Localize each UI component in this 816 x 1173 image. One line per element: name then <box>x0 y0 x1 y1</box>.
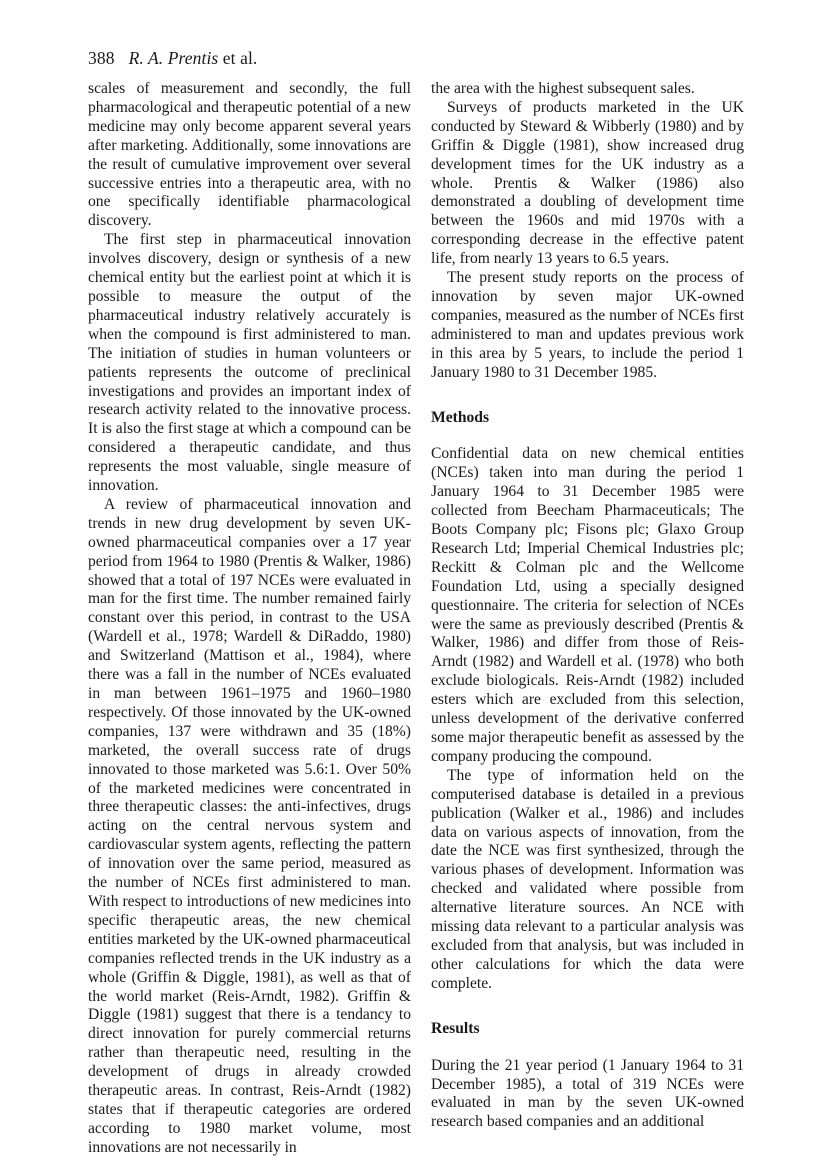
paragraph: The first step in pharmaceutical innovation involves discovery, design or synthesis of a new chemical entity but the earliest point at which it is possible to measure the output of the pharmaceutical industry relatively accurately is when the compound is first administered to man. The initiation of studies in human volunteers or patients represents the outcome of preclinical investigations and provides an important index of research activity related to the innovative process. It is also the first stage at which a compound can be considered a therapeutic candidate, and thus represents the most valuable, single measure of innovation. <box>88 231 411 495</box>
spacer <box>431 994 744 1020</box>
results-heading: Results <box>431 1019 480 1037</box>
paragraph: scales of measurement and secondly, the full pharmacological and therapeutic potential of a new medicine may only become apparent several years after marketing. Additionally, some innovations are the result of cumulative improvement over several successive entries into a therapeutic area, with no one specifically identifiable pharmacological discovery. <box>88 80 411 230</box>
paragraph: During the 21 year period (1 January 1964 to 31 December 1985), a total of 319 NCEs were evaluated in man by the seven UK-owned research based companies and an additional <box>431 1056 744 1131</box>
methods-heading: Methods <box>431 408 490 426</box>
left-column <box>88 80 411 1158</box>
page-number: 388 <box>88 48 115 68</box>
running-header <box>88 48 257 69</box>
paragraph: The type of information held on the computerised database is detailed in a previous publication (Walker et al., 1986) and includes data on various aspects of innovation, from the date the NCE was first synthesized, through the various phases of development. Information was checked and validated where possible from alternative literature sources. An NCE with missing data relevant to a particular analysis was excluded from that analysis, but was included in other calculations for which the data were complete. <box>431 766 744 992</box>
spacer <box>431 383 744 409</box>
running-authors: R. A. Prentis <box>128 48 219 68</box>
paragraph: Surveys of products marketed in the UK conducted by Steward & Wibberly (1980) and by Griffin & Diggle (1981), show increased drug development times for the UK industry as a whole. Prentis & Walker (1986) also demonstrated a doubling of development time between the 1960s and mid 1970s with a corresponding decrease in the effective patent life, from nearly 13 years to 6.5 years. <box>431 98 744 268</box>
paragraph: Confidential data on new chemical entities (NCEs) taken into man during the period 1 January 1964 to 31 December 1985 were collected from Beecham Pharmaceuticals; The Boots Company plc; Fisons plc; Glaxo Group Research Ltd; Imperial Chemical Industries plc; Reckitt & Colman plc and the Wellcome Foundation Ltd, using a specially designed questionnaire. The criteria for selection of NCEs were the same as previously described (Prentis & Walker, 1986) and differ from those of Reis-Arndt (1982) and Wardell et al. (1978) who both exclude biologicals. Reis-Arndt (1982) included esters which are excluded from this selection, unless development of the derivative conferred some major therapeutic benefit as assessed by the company producing the compound. <box>431 445 744 765</box>
spacer <box>431 1039 744 1057</box>
right-column <box>431 80 744 1132</box>
paragraph: the area with the highest subsequent sales. <box>431 80 695 97</box>
running-authors-suffix: et al. <box>218 48 258 68</box>
spacer <box>431 427 744 445</box>
paragraph: A review of pharmaceutical innovation and trends in new drug development by seven UK-owned pharmaceutical companies over a 17 year period from 1964 to 1980 (Prentis & Walker, 1986) showed that a total of 197 NCEs were evaluated in man for the first time. The number remained fairly constant over this period, in contrast to the USA (Wardell et al., 1978; Wardell & DiRaddo, 1980) and Switzerland (Mattison et al., 1984), where there was a fall in the number of NCEs evaluated in man between 1961–1975 and 1960–1980 respectively. Of those innovated by the UK-owned companies, 137 were withdrawn and 35 (18%) marketed, the overall success rate of drugs innovated to those marketed was 5.6:1. Over 50% of the marketed medicines were concentrated in three therapeutic classes: the anti-infectives, drugs acting on the central nervous system and cardiovascular system agents, reflecting the pattern of innovation over the same period, measured as the number of NCEs first administered to man. With respect to introductions of new medicines into specific therapeutic areas, the new chemical entities marketed by the UK-owned pharmaceutical companies reflected trends in the UK industry as a whole (Griffin & Diggle, 1981), as well as that of the world market (Reis-Arndt, 1982). Griffin & Diggle (1981) suggest that there is a tendancy to direct innovation for purely commercial returns rather than therapeutic need, resulting in the development of drugs in already crowded therapeutic areas. In contrast, Reis-Arndt (1982) states that if therapeutic categories are ordered according to 1980 market volume, most innovations are not necessarily in <box>88 495 411 1156</box>
paragraph: The present study reports on the process of innovation by seven major UK-owned companies, measured as the number of NCEs first administered to man and updates previous work in this area by 5 years, to include the period 1 January 1980 to 31 December 1985. <box>431 269 744 381</box>
